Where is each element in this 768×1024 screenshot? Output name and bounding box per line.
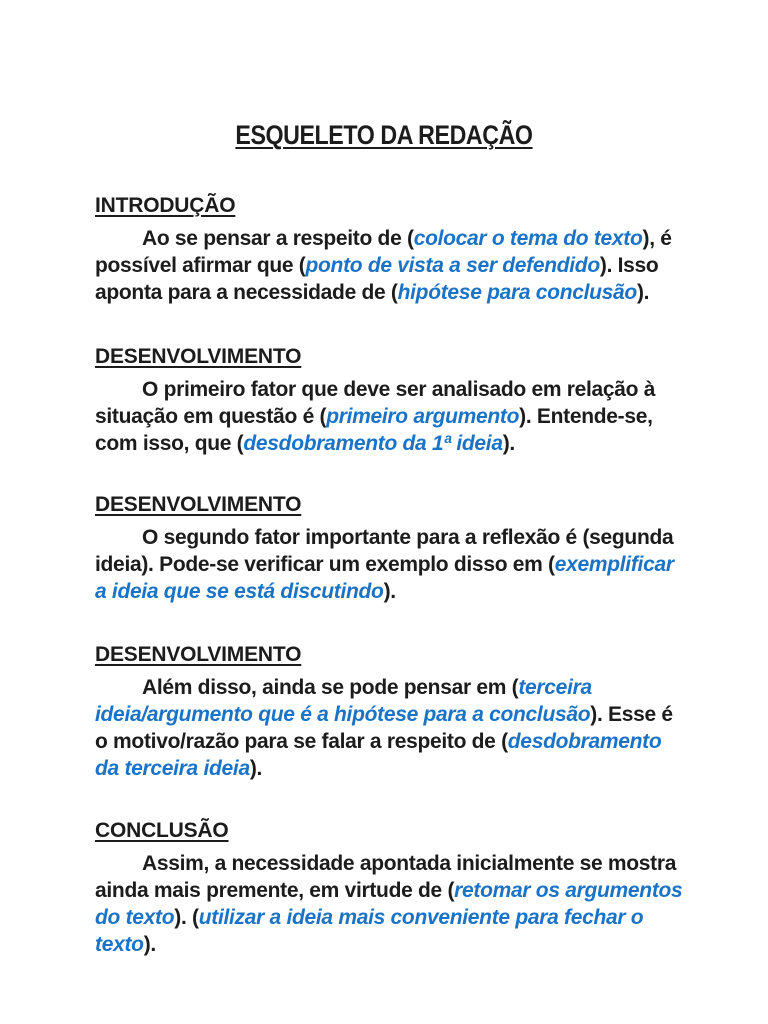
text-segment: situação em questão é (: [95, 405, 327, 428]
placeholder-instruction: a ideia que se está discutindo: [95, 580, 384, 603]
paragraph-line: [95, 931, 695, 958]
section-paragraph: [95, 850, 695, 958]
text-segment: ). (: [174, 906, 199, 929]
text-segment: O primeiro fator que deve ser analisado em relação à: [142, 378, 656, 401]
section-paragraph: [95, 376, 695, 457]
paragraph-line: [95, 877, 695, 904]
placeholder-instruction: do texto: [95, 906, 175, 929]
section-paragraph: [95, 524, 695, 605]
placeholder-instruction: retomar os argumentos: [454, 879, 683, 902]
section-heading: CONCLUSÃO: [95, 819, 229, 842]
text-segment: Assim, a necessidade apontada inicialmente se mostra: [142, 852, 677, 875]
paragraph-line: [95, 578, 695, 605]
placeholder-instruction: da terceira ideia: [95, 757, 250, 780]
text-segment: ).: [636, 281, 650, 304]
paragraph-line: [95, 279, 695, 306]
placeholder-instruction: exemplificar: [554, 553, 674, 576]
section-heading: DESENVOLVIMENTO: [95, 493, 302, 516]
text-segment: ideia). Pode-se verificar um exemplo disso em (: [95, 553, 555, 576]
placeholder-instruction: texto: [95, 933, 144, 956]
paragraph-line: [95, 850, 695, 877]
text-segment: ). Isso: [599, 254, 659, 277]
text-segment: aponta para a necessidade de (: [95, 281, 398, 304]
placeholder-instruction: colocar o tema do texto: [413, 227, 643, 250]
text-segment: ).: [143, 933, 156, 956]
paragraph-line: [95, 728, 695, 755]
text-segment: ainda mais premente, em virtude de (: [95, 879, 455, 902]
text-segment: o motivo/razão para se falar a respeito de (: [95, 730, 508, 753]
section-paragraph: [95, 225, 695, 306]
paragraph-line: [95, 524, 695, 551]
text-segment: O segundo fator importante para a reflexão é (segunda: [142, 526, 674, 549]
placeholder-instruction: hipótese para conclusão: [397, 281, 637, 304]
text-segment: com isso, que (: [95, 432, 244, 455]
placeholder-instruction: desdobramento: [507, 730, 662, 753]
paragraph-line: [95, 701, 695, 728]
paragraph-line: [95, 904, 695, 931]
text-segment: ). Entende-se,: [519, 405, 653, 428]
paragraph-line: [95, 674, 695, 701]
text-segment: ).: [502, 432, 515, 455]
document-title: ESQUELETO DA REDAÇÃO: [235, 120, 533, 150]
paragraph-line: [95, 551, 695, 578]
paragraph-line: [95, 755, 695, 782]
placeholder-instruction: ponto de vista a ser defendido: [305, 254, 600, 277]
paragraph-line: [95, 430, 695, 457]
section-conclusao: [95, 818, 695, 958]
placeholder-instruction: desdobramento da 1ª ideia: [243, 432, 503, 455]
text-segment: ).: [383, 580, 396, 603]
text-segment: Ao se pensar a respeito de (: [142, 227, 414, 250]
section-desenvolvimento-2: [95, 492, 695, 605]
paragraph-line: [95, 376, 695, 403]
text-segment: possível afirmar que (: [95, 254, 306, 277]
section-heading: DESENVOLVIMENTO: [95, 345, 302, 368]
section-desenvolvimento-3: [95, 642, 695, 782]
placeholder-instruction: terceira: [518, 676, 592, 699]
text-segment: ). Esse é: [590, 703, 673, 726]
placeholder-instruction: ideia/argumento que é a hipótese para a conclusão: [95, 703, 591, 726]
paragraph-line: [95, 403, 695, 430]
text-segment: ).: [249, 757, 263, 780]
placeholder-instruction: primeiro argumento: [326, 405, 520, 428]
section-heading: DESENVOLVIMENTO: [95, 643, 302, 666]
section-desenvolvimento-1: [95, 344, 695, 457]
text-segment: Além disso, ainda se pode pensar em (: [142, 676, 519, 699]
placeholder-instruction: utilizar a ideia mais conveniente para fechar o: [198, 906, 644, 929]
section-heading: INTRODUÇÃO: [95, 194, 236, 217]
section-paragraph: [95, 674, 695, 782]
text-segment: ), é: [642, 227, 672, 250]
section-introducao: [95, 193, 695, 306]
paragraph-line: [95, 225, 695, 252]
paragraph-line: [95, 252, 695, 279]
